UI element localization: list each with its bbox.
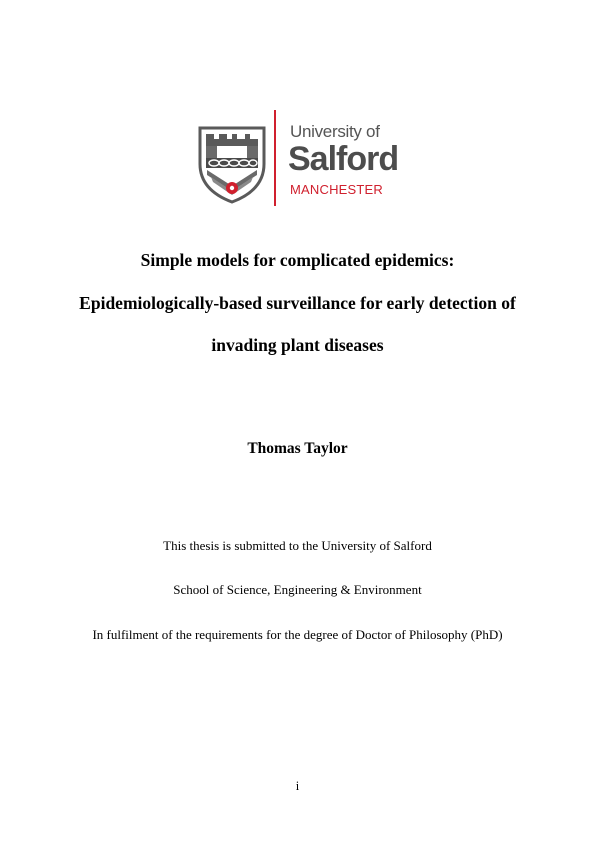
logo-divider [274, 110, 276, 206]
author-name: Thomas Taylor [247, 440, 348, 457]
degree-statement: In fulfilment of the requirements for the degree of Doctor of Philosophy (PhD) [92, 627, 503, 642]
logo-text-salford: Salford [288, 140, 399, 178]
thesis-title-line-3: invading plant diseases [211, 335, 384, 355]
thesis-title-line-1: Simple models for complicated epidemics: [140, 250, 455, 270]
university-crest-icon [197, 124, 267, 204]
university-logo [197, 110, 407, 208]
school-name: School of Science, Engineering & Environment [173, 582, 422, 597]
page-number: i [295, 779, 300, 793]
logo-text-university-of: University of [290, 122, 380, 141]
logo-text-manchester: MANCHESTER [290, 182, 384, 197]
submission-statement: This thesis is submitted to the University of Salford [163, 538, 432, 553]
thesis-title-line-2: Epidemiologically-based surveillance for early detection of [79, 293, 516, 313]
